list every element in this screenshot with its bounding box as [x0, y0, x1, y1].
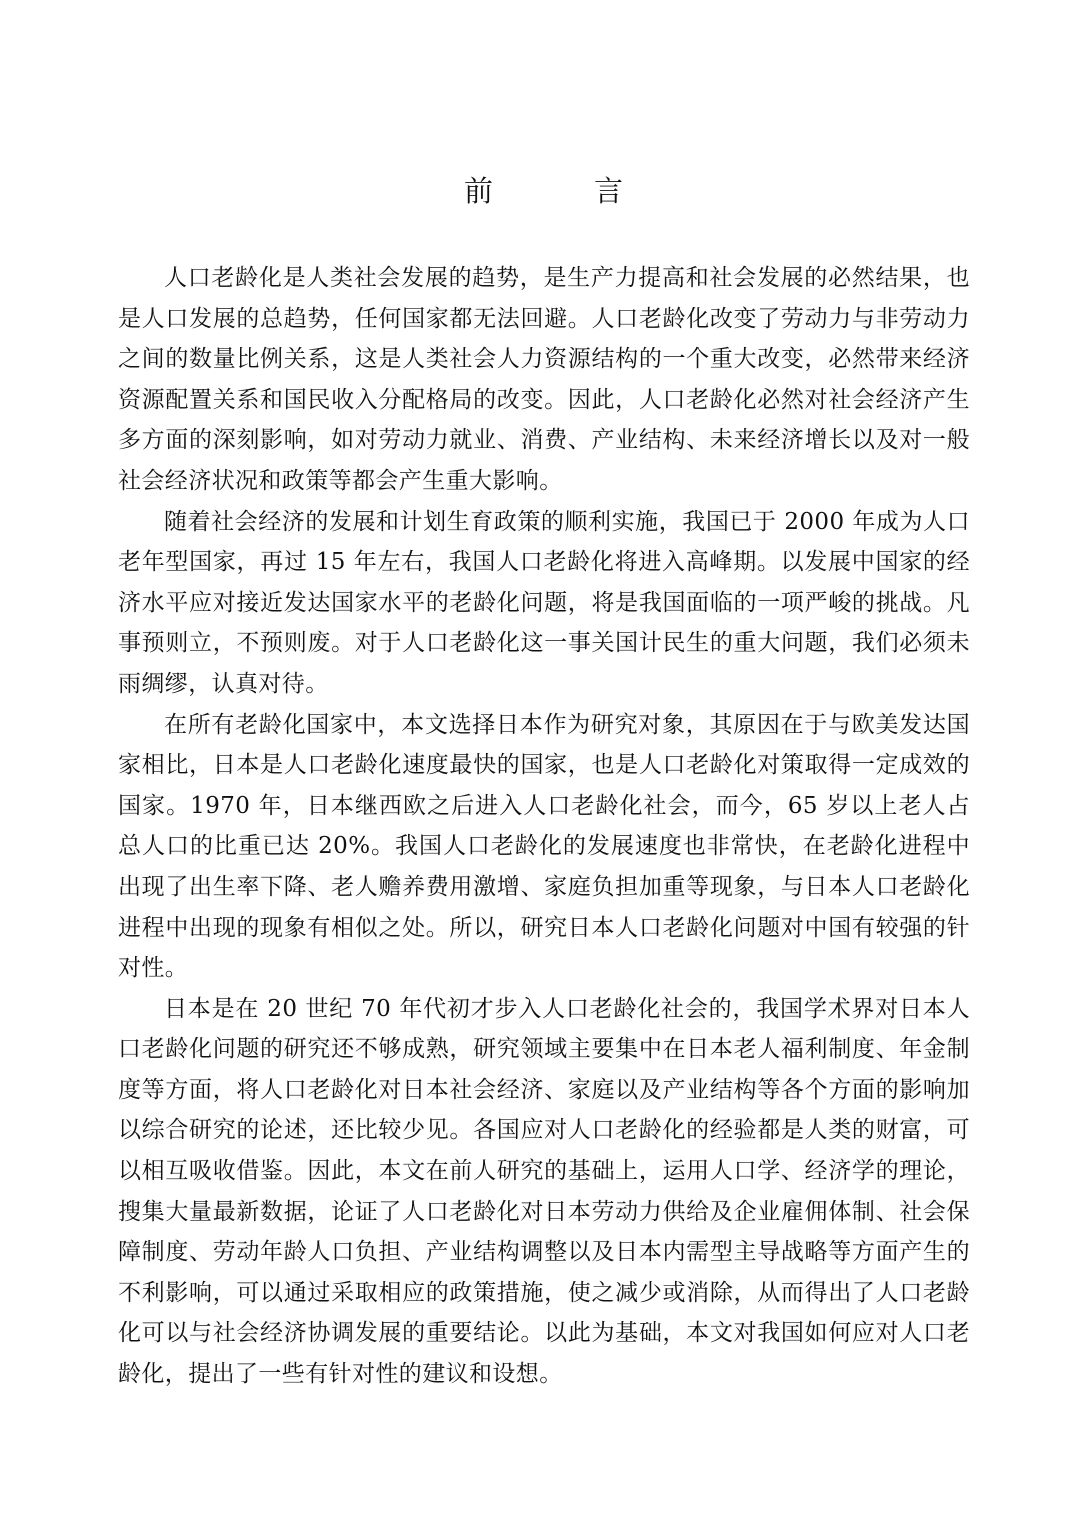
paragraph-2: 随着社会经济的发展和计划生育政策的顺利实施，我国已于 2000 年成为人口老年型国家，再过 15 年左右，我国人口老龄化将进入高峰期。以发展中国家的经济水平应对接近发达国家水平的老龄化问题，将是我国面临的一项严峻的挑战。凡事预则立，不预则废。对于人口老龄化这一事关国计民生的重大问题，我们必须未雨绸缪，认真对待。: [118, 508, 970, 697]
paragraph-1: 人口老龄化是人类社会发展的趋势，是生产力提高和社会发展的必然结果，也是人口发展的总趋势，任何国家都无法回避。人口老龄化改变了劳动力与非劳动力之间的数量比例关系，这是人类社会人力资源结构的一个重大改变，必然带来经济资源配置关系和国民收入分配格局的改变。因此，人口老龄化必然对社会经济产生多方面的深刻影响，如对劳动力就业、消费、产业结构、未来经济增长以及对一般社会经济状况和政策等都会产生重大影响。: [118, 265, 970, 494]
paragraph-4: 日本是在 20 世纪 70 年代初才步入人口老龄化社会的，我国学术界对日本人口老龄化问题的研究还不够成熟，研究领域主要集中在日本老人福利制度、年金制度等方面，将人口老龄化对日本社会经济、家庭以及产业结构等各个方面的影响加以综合研究的论述，还比较少见。各国应对人口老龄化的经验都是人类的财富，可以相互吸收借鉴。因此，本文在前人研究的基础上，运用人口学、经济学的理论，搜集大量最新数据，论证了人口老龄化对日本劳动力供给及企业雇佣体制、社会保障制度、劳动年龄人口负担、产业结构调整以及日本内需型主导战略等方面产生的不利影响，可以通过采取相应的政策措施，使之减少或消除，从而得出了人口老龄化可以与社会经济协调发展的重要结论。以此为基础，本文对我国如何应对人口老龄化，提出了一些有针对性的建议和设想。: [118, 995, 970, 1388]
paragraph-3: 在所有老龄化国家中，本文选择日本作为研究对象，其原因在于与欧美发达国家相比，日本是人口老龄化速度最快的国家，也是人口老龄化对策取得一定成效的国家。1970 年，日本继西欧之后进入人口老龄化社会，而今，65 岁以上老人占总人口的比重已达 20%。我国人口老龄化的发展速度也非常快，在老龄化进程中出现了出生率下降、老人赡养费用激增、家庭负担加重等现象，与日本人口老龄化进程中出现的现象有相似之处。所以，研究日本人口老龄化问题对中国有较强的针对性。: [118, 711, 970, 982]
body-text: [118, 258, 970, 1395]
page-title: 前 言: [463, 174, 659, 208]
